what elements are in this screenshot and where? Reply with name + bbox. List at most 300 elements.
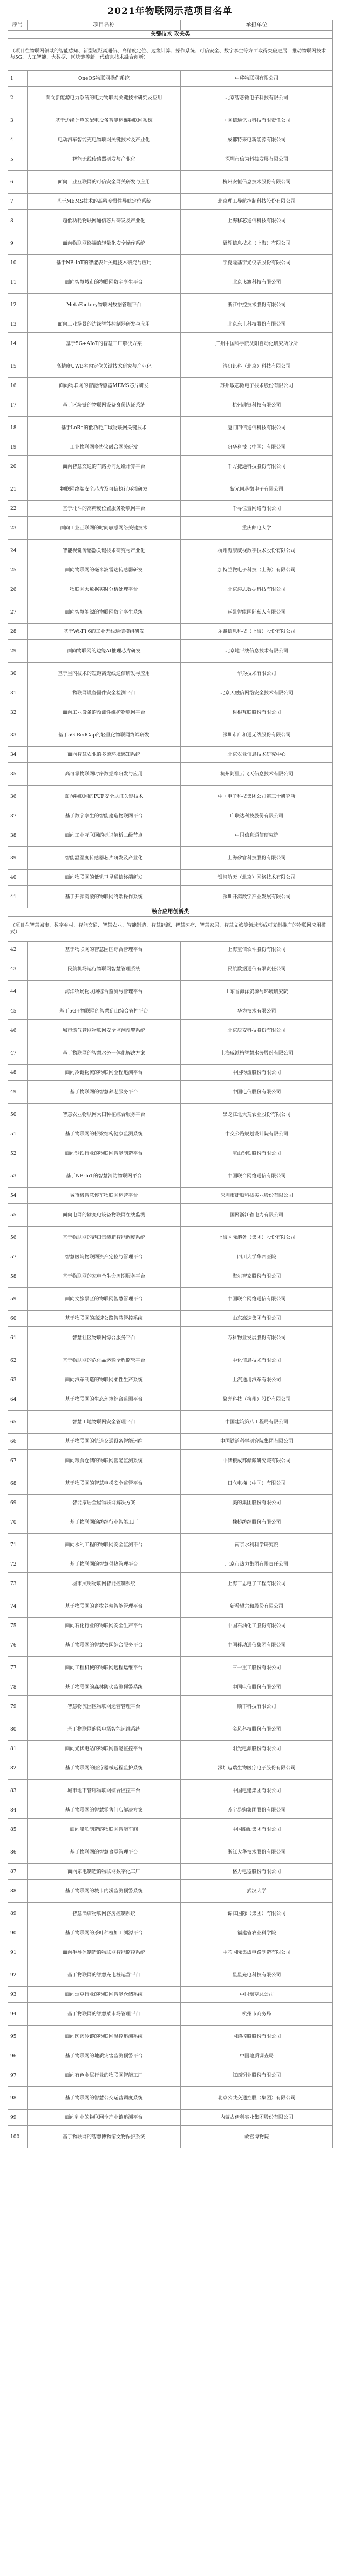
row-number: 38 (8, 824, 28, 847)
undertaking-unit: 中移物联网有限公司 (181, 71, 333, 87)
undertaking-unit: 广州中国科学院沈阳自动化研究所分所 (181, 333, 333, 355)
row-number: 90 (8, 1925, 28, 1941)
row-number: 74 (8, 1595, 28, 1618)
table-row (8, 417, 333, 439)
row-number: 50 (8, 1104, 28, 1126)
undertaking-unit: 厦门四信通信科技有限公司 (181, 417, 333, 439)
project-name: 面向物联网的边缘AI推理芯片研发 (28, 640, 181, 663)
table-row (8, 355, 333, 378)
project-name: 智能家居全屋物联网解决方案 (28, 1495, 181, 1511)
undertaking-unit: 魏桥纺织股份有限公司 (181, 1511, 333, 1534)
table-row (8, 1204, 333, 1227)
undertaking-unit: 北京地平线信息技术有限公司 (181, 640, 333, 663)
undertaking-unit: 北京智芯微电子科技有限公司 (181, 87, 333, 109)
row-number: 68 (8, 1472, 28, 1495)
project-name: 基于物联网的智慧公交运营调度系统 (28, 2087, 181, 2110)
row-number: 35 (8, 763, 28, 786)
table-row (8, 1450, 333, 1472)
project-name: 面向物联网终端的轻量化安全操作系统 (28, 232, 181, 255)
project-table (8, 20, 333, 2148)
project-name: 基于物联网的智慧博物馆文物保护系统 (28, 2126, 181, 2148)
table-row (8, 255, 333, 271)
table-row (8, 1349, 333, 1372)
row-number: 47 (8, 1042, 28, 1065)
table-row (8, 1434, 333, 1450)
project-name: 基于物联网的生态环境综合监测平台 (28, 1388, 181, 1411)
undertaking-unit: 中国地质调查局 (181, 2048, 333, 2064)
undertaking-unit: 上海宝信软件股份有限公司 (181, 942, 333, 958)
row-number: 4 (8, 132, 28, 148)
project-name: 基于MEMS技术的高精度惯性导航定位系统 (28, 194, 181, 210)
row-number: 9 (8, 232, 28, 255)
table-row (8, 1556, 333, 1573)
table-row (8, 701, 333, 724)
table-row (8, 501, 333, 517)
project-name: 城市级智慧停车物联网运营平台 (28, 1188, 181, 1204)
project-name: 高可靠物联网时序数据库研发与应用 (28, 763, 181, 786)
project-name: 面向工业设备的预测性维护物联网平台 (28, 701, 181, 724)
undertaking-unit: 阳光电源股份有限公司 (181, 1741, 333, 1757)
row-number: 42 (8, 942, 28, 958)
row-number: 93 (8, 1987, 28, 2003)
undertaking-unit: 新希望六和股份有限公司 (181, 1595, 333, 1618)
undertaking-unit: 远景智能国际私人有限公司 (181, 601, 333, 624)
undertaking-unit: 重庆邮电大学 (181, 517, 333, 540)
undertaking-unit: 内蒙古伊利实业集团股份有限公司 (181, 2110, 333, 2126)
project-name: 基于物联网的危化品运输全程监管平台 (28, 1349, 181, 1372)
project-name: 面向智慧交通的车路协同边缘计算平台 (28, 456, 181, 478)
table-row (8, 685, 333, 701)
table-row (8, 786, 333, 808)
project-name: 面向物联网的智能传感器MEMS芯片研发 (28, 378, 181, 394)
row-number: 67 (8, 1450, 28, 1472)
row-number: 14 (8, 333, 28, 355)
project-name: 基于物联网的风电场智能运维系统 (28, 1718, 181, 1741)
project-name: 基于物联网的轨道交通设备智能运维 (28, 1434, 181, 1450)
undertaking-unit: 故宫博物院 (181, 2126, 333, 2148)
table-row (8, 1472, 333, 1495)
project-name: 物联网设备固件安全检测平台 (28, 685, 181, 701)
project-name: 基于数字孪生的智能建造物联网平台 (28, 808, 181, 824)
project-name: 民航机场运行物联网智慧管理系统 (28, 958, 181, 981)
row-number: 89 (8, 1903, 28, 1925)
undertaking-unit: 浙江中控技术股份有限公司 (181, 294, 333, 316)
row-number: 60 (8, 1311, 28, 1327)
row-number: 92 (8, 1964, 28, 1987)
undertaking-unit: 苏州敏芯微电子技术股份有限公司 (181, 378, 333, 394)
row-number: 56 (8, 1227, 28, 1249)
table-row (8, 1780, 333, 1802)
project-name: 面向有色金属行业的物联网智能工厂 (28, 2064, 181, 2087)
table-row (8, 1411, 333, 1434)
row-number: 26 (8, 578, 28, 601)
project-name: 物联网终端安全芯片及可信执行环境研发 (28, 478, 181, 501)
project-name: 面向物联网的PUF安全认证关键技术 (28, 786, 181, 808)
undertaking-unit: 中国铁道科学研究院集团有限公司 (181, 1434, 333, 1450)
project-name: 面向智慧能源的物联网数字孪生系统 (28, 601, 181, 624)
undertaking-unit: 杭州安恒信息技术股份有限公司 (181, 171, 333, 194)
row-number: 10 (8, 255, 28, 271)
project-name: 面向粮食仓储的物联网智能监测系统 (28, 1450, 181, 1472)
table-row (8, 1696, 333, 1718)
table-row (8, 1802, 333, 1819)
header-name: 项目名称 (28, 20, 181, 31)
table-row (8, 1573, 333, 1595)
table-row (8, 1165, 333, 1188)
undertaking-unit: 中国电建集团有限公司 (181, 1780, 333, 1802)
table-row (8, 601, 333, 624)
undertaking-unit: 美的集团股份有限公司 (181, 1495, 333, 1511)
table-row (8, 1126, 333, 1142)
undertaking-unit: 上海三思电子工程有限公司 (181, 1573, 333, 1595)
row-number: 28 (8, 624, 28, 640)
table-row (8, 232, 333, 255)
table-row (8, 109, 333, 132)
table-row (8, 1757, 333, 1780)
row-number: 7 (8, 194, 28, 210)
table-row (8, 1941, 333, 1964)
project-name: 基于物联网的城市内涝监测预警系统 (28, 1880, 181, 1903)
project-name: 面向船舶制造的物联网智能车间 (28, 1819, 181, 1841)
table-row (8, 1372, 333, 1388)
undertaking-unit: 山东省海洋资源与环境研究院 (181, 981, 333, 1003)
undertaking-unit: 深圳市广和通无线股份有限公司 (181, 724, 333, 747)
table-row (8, 1925, 333, 1941)
project-name: 基于开源鸿蒙的物联网终端操作系统 (28, 886, 181, 908)
row-number: 76 (8, 1634, 28, 1657)
undertaking-unit: 中芯国际集成电路制造有限公司 (181, 1941, 333, 1964)
table-row (8, 640, 333, 663)
table-row (8, 1819, 333, 1841)
project-name: 基于物联网的智慧充电桩运营平台 (28, 1964, 181, 1987)
undertaking-unit: 日立电梯（中国）有限公司 (181, 1472, 333, 1495)
project-name: 基于物联网的智慧供热管理平台 (28, 1556, 181, 1573)
table-row (8, 958, 333, 981)
project-name: 城市地下管廊物联网综合监控平台 (28, 1780, 181, 1802)
project-name: 面向工业互联网的时间敏感网络关键技术 (28, 517, 181, 540)
row-number: 82 (8, 1757, 28, 1780)
undertaking-unit: 国药控股股份有限公司 (181, 2026, 333, 2048)
row-number: 8 (8, 210, 28, 232)
header-no: 序号 (8, 20, 28, 31)
undertaking-unit: 北京辰安科技股份有限公司 (181, 1020, 333, 1042)
project-name: 基于5G+AIoT的智慧工厂解决方案 (28, 333, 181, 355)
row-number: 19 (8, 439, 28, 456)
undertaking-unit: 宁夏隆基宁光仪表股份有限公司 (181, 255, 333, 271)
undertaking-unit: 中国电信股份有限公司 (181, 1081, 333, 1104)
project-name: 面向新能源电力系统的电力物联网关键技术研究及应用 (28, 87, 181, 109)
table-row (8, 847, 333, 870)
row-number: 54 (8, 1188, 28, 1204)
undertaking-unit: 万科物业发展股份有限公司 (181, 1327, 333, 1349)
table-row (8, 1618, 333, 1634)
row-number: 40 (8, 870, 28, 886)
row-number: 3 (8, 109, 28, 132)
undertaking-unit: 华为技术有限公司 (181, 1003, 333, 1020)
table-row (8, 886, 333, 908)
project-name: 面向烟草行业的物联网智能仓储系统 (28, 1987, 181, 2003)
undertaking-unit: 中国联合网络通信有限公司 (181, 1165, 333, 1188)
project-name: 电动汽车智能充电物联网关键技术及产业化 (28, 132, 181, 148)
table-row (8, 87, 333, 109)
project-name: 面向智慧农业的多源环境感知系统 (28, 747, 181, 763)
table-row (8, 1841, 333, 1864)
table-row (8, 2126, 333, 2148)
undertaking-unit: 杭州海康威视数字技术股份有限公司 (181, 540, 333, 562)
table-row (8, 1880, 333, 1903)
undertaking-unit: 北京东土科技股份有限公司 (181, 316, 333, 333)
row-number: 63 (8, 1372, 28, 1388)
table-row (8, 1495, 333, 1511)
undertaking-unit: 锦江国际（集团）有限公司 (181, 1903, 333, 1925)
project-name: 基于物联网的智慧养老服务平台 (28, 1081, 181, 1104)
undertaking-unit: 中国船舶集团有限公司 (181, 1819, 333, 1841)
table-row (8, 333, 333, 355)
undertaking-unit: 加特兰微电子科技（上海）有限公司 (181, 562, 333, 578)
project-name: 面向工业场景的边缘智能控制器研发与应用 (28, 316, 181, 333)
undertaking-unit: 树根互联股份有限公司 (181, 701, 333, 724)
project-name: 超低功耗物联网通信芯片研发及产业化 (28, 210, 181, 232)
project-name: 面向钢铁行业的物联网智能制造平台 (28, 1142, 181, 1165)
table-row (8, 2003, 333, 2026)
category-row (8, 31, 333, 39)
project-name: 面向光伏电站的物联网智能监控平台 (28, 1741, 181, 1757)
row-number: 27 (8, 601, 28, 624)
row-number: 34 (8, 747, 28, 763)
table-row (8, 316, 333, 333)
table-row (8, 578, 333, 601)
undertaking-unit: 中储粮成都储藏研究院有限公司 (181, 1450, 333, 1472)
table-row (8, 1511, 333, 1534)
table-row (8, 1634, 333, 1657)
project-name: 基于物联网的家电全生命周期服务平台 (28, 1265, 181, 1288)
row-number: 44 (8, 981, 28, 1003)
project-name: 基于物联网的地质灾害监测预警平台 (28, 2048, 181, 2064)
undertaking-unit: 福建省农业科学院 (181, 1925, 333, 1941)
table-row (8, 456, 333, 478)
table-row (8, 439, 333, 456)
table-row (8, 1741, 333, 1757)
row-number: 39 (8, 847, 28, 870)
table-row (8, 1249, 333, 1265)
undertaking-unit: 北京农业信息技术研究中心 (181, 747, 333, 763)
project-name: 面向物联网的低轨卫星通信终端研发 (28, 870, 181, 886)
undertaking-unit: 北京理工导航控制科技股份有限公司 (181, 194, 333, 210)
row-number: 52 (8, 1142, 28, 1165)
undertaking-unit: 银河航天（北京）网络技术有限公司 (181, 870, 333, 886)
table-row (8, 1718, 333, 1741)
row-number: 46 (8, 1020, 28, 1042)
row-number: 69 (8, 1495, 28, 1511)
row-number: 49 (8, 1081, 28, 1104)
undertaking-unit: 中国信息通信研究院 (181, 824, 333, 847)
undertaking-unit: 上海国际港务（集团）股份有限公司 (181, 1227, 333, 1249)
row-number: 29 (8, 640, 28, 663)
row-number: 1 (8, 71, 28, 87)
table-row (8, 1227, 333, 1249)
project-name: 智慧社区物联网综合服务平台 (28, 1327, 181, 1349)
project-name: 智慧农业物联网大田种植综合服务平台 (28, 1104, 181, 1126)
project-name: 基于物联网的港口集装箱智能调度系统 (28, 1227, 181, 1249)
undertaking-unit: 国网信通亿力科技有限责任公司 (181, 109, 333, 132)
project-name: 智慧医院物联网资产定位与管理平台 (28, 1249, 181, 1265)
project-name: 基于物联网的茶叶种植加工溯源平台 (28, 1925, 181, 1941)
row-number: 64 (8, 1388, 28, 1411)
undertaking-unit: 北京涛思数据科技有限公司 (181, 578, 333, 601)
row-number: 97 (8, 2064, 28, 2087)
project-name: 工业物联网多协议融合网关研发 (28, 439, 181, 456)
row-number: 59 (8, 1288, 28, 1311)
table-row (8, 1065, 333, 1081)
project-name: 面向冷链物流的物联网全程追溯平台 (28, 1065, 181, 1081)
project-name: 基于物联网的智慧食堂管理平台 (28, 1841, 181, 1864)
undertaking-unit: 上海移芯通信科技有限公司 (181, 210, 333, 232)
row-number: 32 (8, 701, 28, 724)
undertaking-unit: 武汉大学 (181, 1880, 333, 1903)
project-name: 城市照明物联网智能控制系统 (28, 1573, 181, 1595)
project-name: 面向工程机械的物联网远程运维平台 (28, 1657, 181, 1679)
row-number: 24 (8, 540, 28, 562)
row-number: 98 (8, 2087, 28, 2110)
undertaking-unit: 广联达科技股份有限公司 (181, 808, 333, 824)
row-number: 65 (8, 1411, 28, 1434)
table-row (8, 1288, 333, 1311)
row-number: 5 (8, 148, 28, 171)
table-row (8, 562, 333, 578)
project-name: 面向家电制造的物联网数字化工厂 (28, 1864, 181, 1880)
table-row (8, 1534, 333, 1556)
table-row (8, 824, 333, 847)
project-name: 智慧工地物联网安全管理平台 (28, 1411, 181, 1434)
category-title: 关键技术 攻关类 (8, 31, 333, 39)
table-row (8, 171, 333, 194)
table-row (8, 1104, 333, 1126)
table-row (8, 724, 333, 747)
table-row (8, 1042, 333, 1065)
undertaking-unit: 山东高速集团有限公司 (181, 1311, 333, 1327)
row-number: 94 (8, 2003, 28, 2026)
table-row (8, 870, 333, 886)
row-number: 6 (8, 171, 28, 194)
row-number: 100 (8, 2126, 28, 2148)
table-row (8, 2064, 333, 2087)
table-row (8, 747, 333, 763)
project-name: 基于物联网的智慧电梯安全监管平台 (28, 1472, 181, 1495)
undertaking-unit: 上海威派格智慧水务股份有限公司 (181, 1042, 333, 1065)
row-number: 17 (8, 394, 28, 417)
table-row (8, 271, 333, 294)
project-name: 基于NB-IoT的智能表计关键技术研究与应用 (28, 255, 181, 271)
undertaking-unit: 金风科技股份有限公司 (181, 1718, 333, 1741)
category-row (8, 908, 333, 917)
row-number: 11 (8, 271, 28, 294)
project-name: 高精度UWB室内定位关键技术研究与产业化 (28, 355, 181, 378)
project-name: 基于物联网的智慧校园综合服务平台 (28, 1634, 181, 1657)
row-number: 99 (8, 2110, 28, 2126)
table-row (8, 1081, 333, 1104)
undertaking-unit: 黑龙江北大荒农业股份有限公司 (181, 1104, 333, 1126)
undertaking-unit: 星星充电科技有限公司 (181, 1964, 333, 1987)
table-row (8, 210, 333, 232)
row-number: 45 (8, 1003, 28, 1020)
row-number: 22 (8, 501, 28, 517)
row-number: 62 (8, 1349, 28, 1372)
undertaking-unit: 三一重工股份有限公司 (181, 1657, 333, 1679)
project-name: 城市燃气管网物联网安全监测预警系统 (28, 1020, 181, 1042)
undertaking-unit: 紫光同芯微电子有限公司 (181, 478, 333, 501)
undertaking-unit: 中国移动通信集团有限公司 (181, 1634, 333, 1657)
project-name: 智能无线传感器研发与产业化 (28, 148, 181, 171)
table-row (8, 1020, 333, 1042)
undertaking-unit: 上汽通用汽车有限公司 (181, 1372, 333, 1388)
undertaking-unit: 清研讯科（北京）科技有限公司 (181, 355, 333, 378)
project-name: 基于物联网的医疗器械远程监护系统 (28, 1757, 181, 1780)
row-number: 13 (8, 316, 28, 333)
row-number: 75 (8, 1618, 28, 1634)
undertaking-unit: 中国电子科技集团公司第三十研究所 (181, 786, 333, 808)
row-number: 20 (8, 456, 28, 478)
row-number: 95 (8, 2026, 28, 2048)
row-number: 16 (8, 378, 28, 394)
table-row (8, 2026, 333, 2048)
category-title: 融合应用创新类 (8, 908, 333, 917)
row-number: 78 (8, 1679, 28, 1696)
undertaking-unit: 千寻位置网络有限公司 (181, 501, 333, 517)
row-number: 70 (8, 1511, 28, 1534)
row-number: 53 (8, 1165, 28, 1188)
table-row (8, 2110, 333, 2126)
project-name: 基于北斗的高精度位置服务物联网平台 (28, 501, 181, 517)
category-description: （项目在物联网领域的智能感知、新型短距离通信、高精度定位、边缘计算、操作系统、可信安全、数字孪生等方面取得突破进展，推动物联网技术与5G、人工智能、大数据、区块链等新一代信息技术融合创新） (8, 39, 333, 71)
row-number: 80 (8, 1718, 28, 1741)
undertaking-unit: 中交公路规划设计院有限公司 (181, 1126, 333, 1142)
row-number: 96 (8, 2048, 28, 2064)
undertaking-unit: 华为技术有限公司 (181, 663, 333, 685)
undertaking-unit: 海尔智家股份有限公司 (181, 1265, 333, 1288)
project-name: 基于物联网的智慧菜市场管理平台 (28, 2003, 181, 2026)
project-name: 智慧物流园区物联网运营管理平台 (28, 1696, 181, 1718)
project-name: 面向半导体制造的物联网智能监控系统 (28, 1941, 181, 1964)
undertaking-unit: 中国物流股份有限公司 (181, 1065, 333, 1081)
project-name: 面向文旅景区的物联网智慧管理平台 (28, 1288, 181, 1311)
row-number: 83 (8, 1780, 28, 1802)
row-number: 86 (8, 1841, 28, 1864)
project-name: 基于物联网的智慧零售门店解决方案 (28, 1802, 181, 1819)
undertaking-unit: 中国石油化工股份有限公司 (181, 1618, 333, 1634)
row-number: 12 (8, 294, 28, 316)
undertaking-unit: 中国电信股份有限公司 (181, 1679, 333, 1696)
undertaking-unit: 民航数据通信有限责任公司 (181, 958, 333, 981)
project-name: 面向工业互联网的标识解析二级节点 (28, 824, 181, 847)
undertaking-unit: 宝山钢铁股份有限公司 (181, 1142, 333, 1165)
project-name: 面向电网的输变电设备物联网在线监测 (28, 1204, 181, 1227)
category-description-row (8, 39, 333, 71)
undertaking-unit: 北京市热力集团有限责任公司 (181, 1556, 333, 1573)
undertaking-unit: 北京天融信网络安全技术有限公司 (181, 685, 333, 701)
table-row (8, 1003, 333, 1020)
row-number: 30 (8, 663, 28, 685)
undertaking-unit: 北京公共交通控股（集团）有限公司 (181, 2087, 333, 2110)
undertaking-unit: 深圳市信为科技发展有限公司 (181, 148, 333, 171)
table-body (8, 31, 333, 2148)
row-number: 57 (8, 1249, 28, 1265)
row-number: 72 (8, 1556, 28, 1573)
project-name: 基于物联网的畜牧养殖智能管理平台 (28, 1595, 181, 1618)
row-number: 84 (8, 1802, 28, 1819)
undertaking-unit: 深圳市捷顺科技实业股份有限公司 (181, 1188, 333, 1204)
table-row (8, 663, 333, 685)
project-name: 基于物联网的智慧园区综合管理平台 (28, 942, 181, 958)
